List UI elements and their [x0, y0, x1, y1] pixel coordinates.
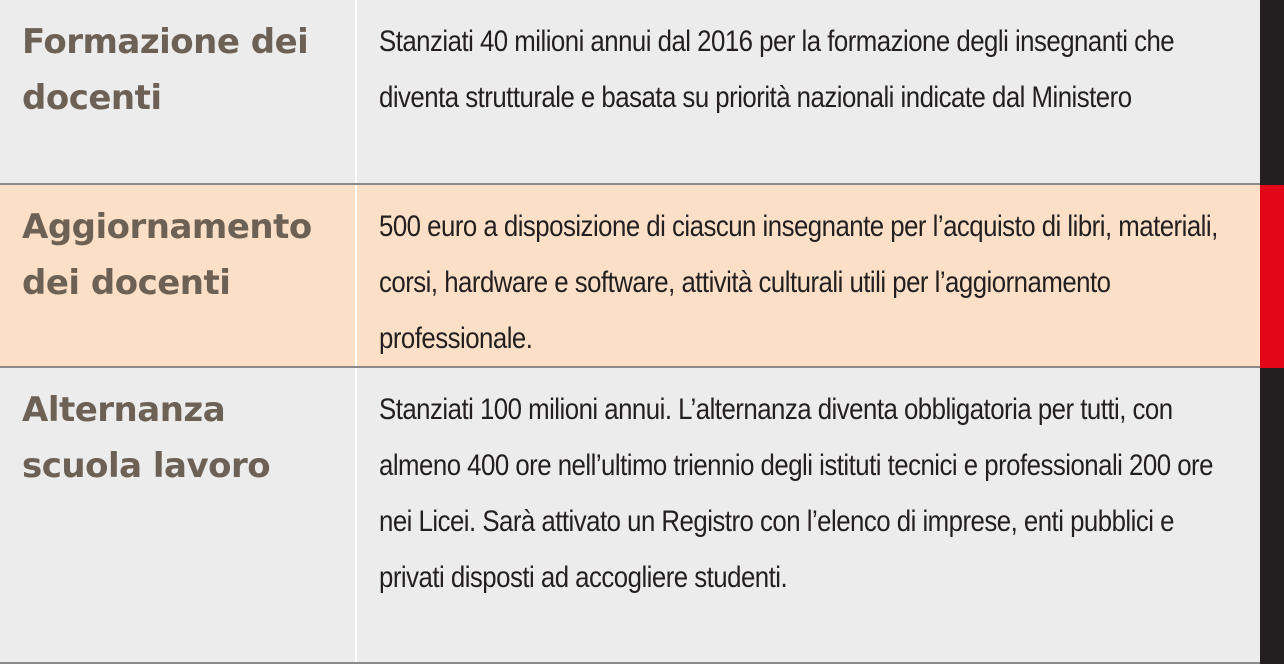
- column-divider: [355, 368, 357, 662]
- column-divider: [355, 185, 357, 366]
- row-label: Alternanza scuola lavoro: [22, 390, 271, 486]
- row-description-text: Stanziati 100 milioni annui. L’alternanza diventa obbligatoria per tutti, con almeno 400 ore nell’ultimo triennio degli istituti tecnici e professionali 200 ore nei Licei. Sarà attivato un Registro con l’elenco di imprese, enti pubblici e privati disposti ad accogliere studenti.: [379, 393, 1213, 594]
- table-row: [0, 368, 1260, 664]
- row-description: [379, 382, 1249, 606]
- side-bar-dark: [1260, 0, 1284, 185]
- row-description: [379, 14, 1249, 126]
- side-bar-accent: [1260, 185, 1284, 368]
- row-label: Aggiornamento dei docenti: [22, 207, 312, 303]
- row-description: [379, 199, 1249, 367]
- row-description-text: 500 euro a disposizione di ciascun insegnante per l’acquisto di libri, materiali, corsi, hardware e software, attività culturali utili per l’aggiornamento professionale.: [379, 210, 1218, 355]
- row-description-text: Stanziati 40 milioni annui dal 2016 per la formazione degli insegnanti che diventa strutturale e basata su priorità nazionali indicate dal Ministero: [379, 25, 1175, 114]
- row-label: Formazione dei docenti: [22, 22, 309, 118]
- table-row-highlighted: [0, 185, 1260, 368]
- column-divider: [355, 0, 357, 183]
- table-row: [0, 0, 1260, 185]
- side-bar-dark: [1260, 368, 1284, 664]
